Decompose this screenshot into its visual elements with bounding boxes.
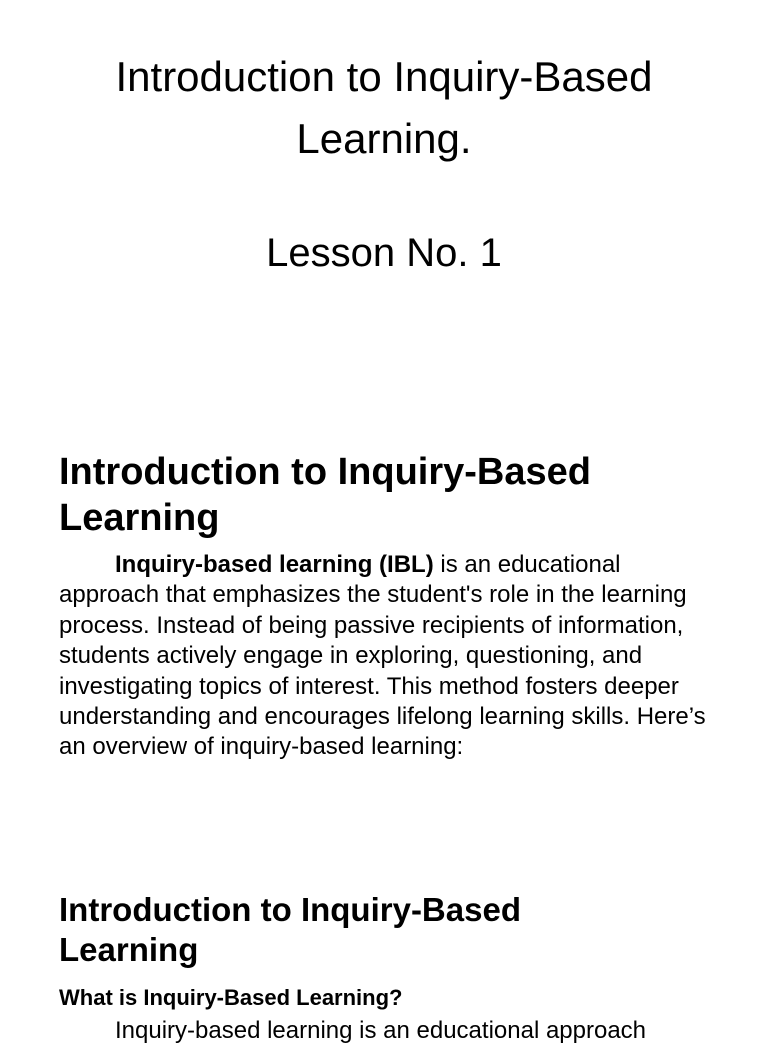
section-heading: Introduction to Inquiry-Based Learning — [59, 451, 591, 539]
document-title: Introduction to Inquiry-Based Learning. — [115, 53, 653, 162]
cut-off-paragraph: Inquiry-based learning is an educational approach — [115, 1017, 647, 1044]
ibl-term: Inquiry-based learning (IBL) — [115, 551, 434, 578]
question-heading: What is Inquiry-Based Learning? — [59, 985, 403, 1010]
intro-paragraph — [59, 550, 709, 763]
lesson-number: Lesson No. 1 — [266, 231, 502, 275]
intro-text: is an educational approach that emphasizes the student's role in the learning process. Instead of being passive recipients of information, students actively engage in exploring, questioning, and investigating topics of interest. This method fosters deeper understanding and encourages lifelong learning skills. Here’s an overview of inquiry-based learning: — [59, 551, 706, 761]
subsection-heading: Introduction to Inquiry-Based Learning — [59, 891, 521, 968]
